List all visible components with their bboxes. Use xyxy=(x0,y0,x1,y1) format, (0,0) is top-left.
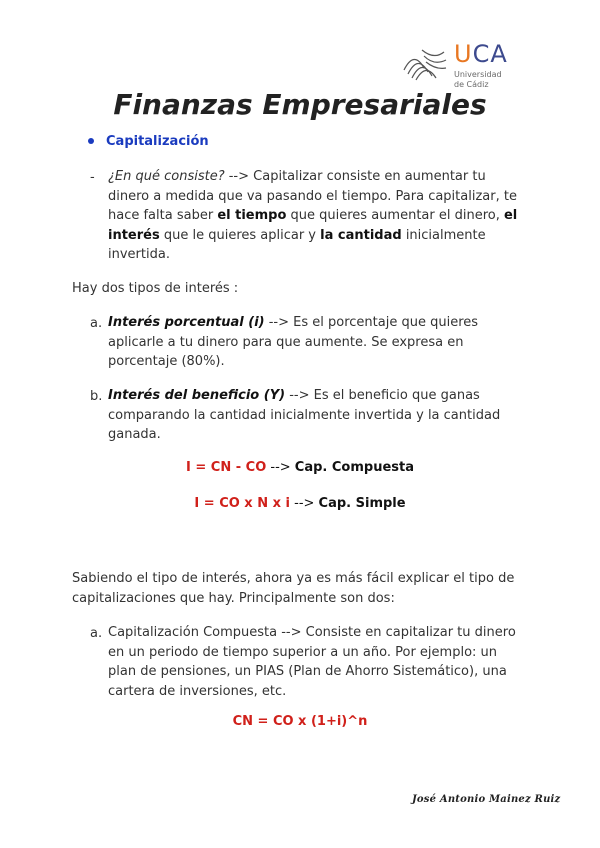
university-name-line1: Universidad xyxy=(454,70,502,79)
list-item: Interés porcentual (i) --> Es el porcentaje que quieres aplicarle a tu dinero para que aumente. Se expresa en porcentaje (80%). xyxy=(108,315,479,369)
list-marker: a. xyxy=(90,626,103,641)
dash-marker: - xyxy=(90,170,95,185)
list-marker: b. xyxy=(90,389,103,404)
formula-compound-capitalization: CN = CO x (1+i)^n xyxy=(232,714,368,729)
formula-simple-interest: I = CO x N x i --> Cap. Simple xyxy=(194,496,406,511)
list-item: Interés del beneficio (Y) --> Es el beneficio que ganas comparando la cantidad inicialmente invertida y la cantidad ganada. xyxy=(108,388,501,442)
list-marker: a. xyxy=(90,316,103,331)
formula-compound-interest: I = CN - CO --> Cap. Compuesta xyxy=(186,460,414,475)
bullet-icon xyxy=(88,138,94,144)
university-name-line2: de Cádiz xyxy=(454,80,489,89)
capitalization-intro: Sabiendo el tipo de interés, ahora ya es más fácil explicar el tipo de capitalizaciones que hay. Principalmente son dos: xyxy=(72,571,515,606)
university-emblem-icon xyxy=(400,40,450,86)
author-signature: José Antonio Mainez Ruiz xyxy=(412,794,561,805)
uca-wordmark: UCA xyxy=(454,40,508,68)
list-item: Capitalización Compuesta --> Consiste en capitalizar tu dinero en un periodo de tiempo superior a un año. Por ejemplo: un plan de pensiones, un PIAS (Plan de Ahorro Sistemático), una cartera de inversiones, etc. xyxy=(108,625,516,699)
types-intro: Hay dos tipos de interés : xyxy=(72,281,239,296)
intro-paragraph: ¿En qué consiste? --> Capitalizar consiste en aumentar tu dinero a medida que va pasando el tiempo. Para capitalizar, te hace falta saber el tiempo que quieres aumentar el dinero, el interés que le quieres aplicar y la cantidad inicialmente invertida. xyxy=(108,169,518,262)
section-heading: Capitalización xyxy=(88,134,209,149)
uca-logo xyxy=(400,40,515,92)
page-title: Finanzas Empresariales xyxy=(113,88,487,121)
